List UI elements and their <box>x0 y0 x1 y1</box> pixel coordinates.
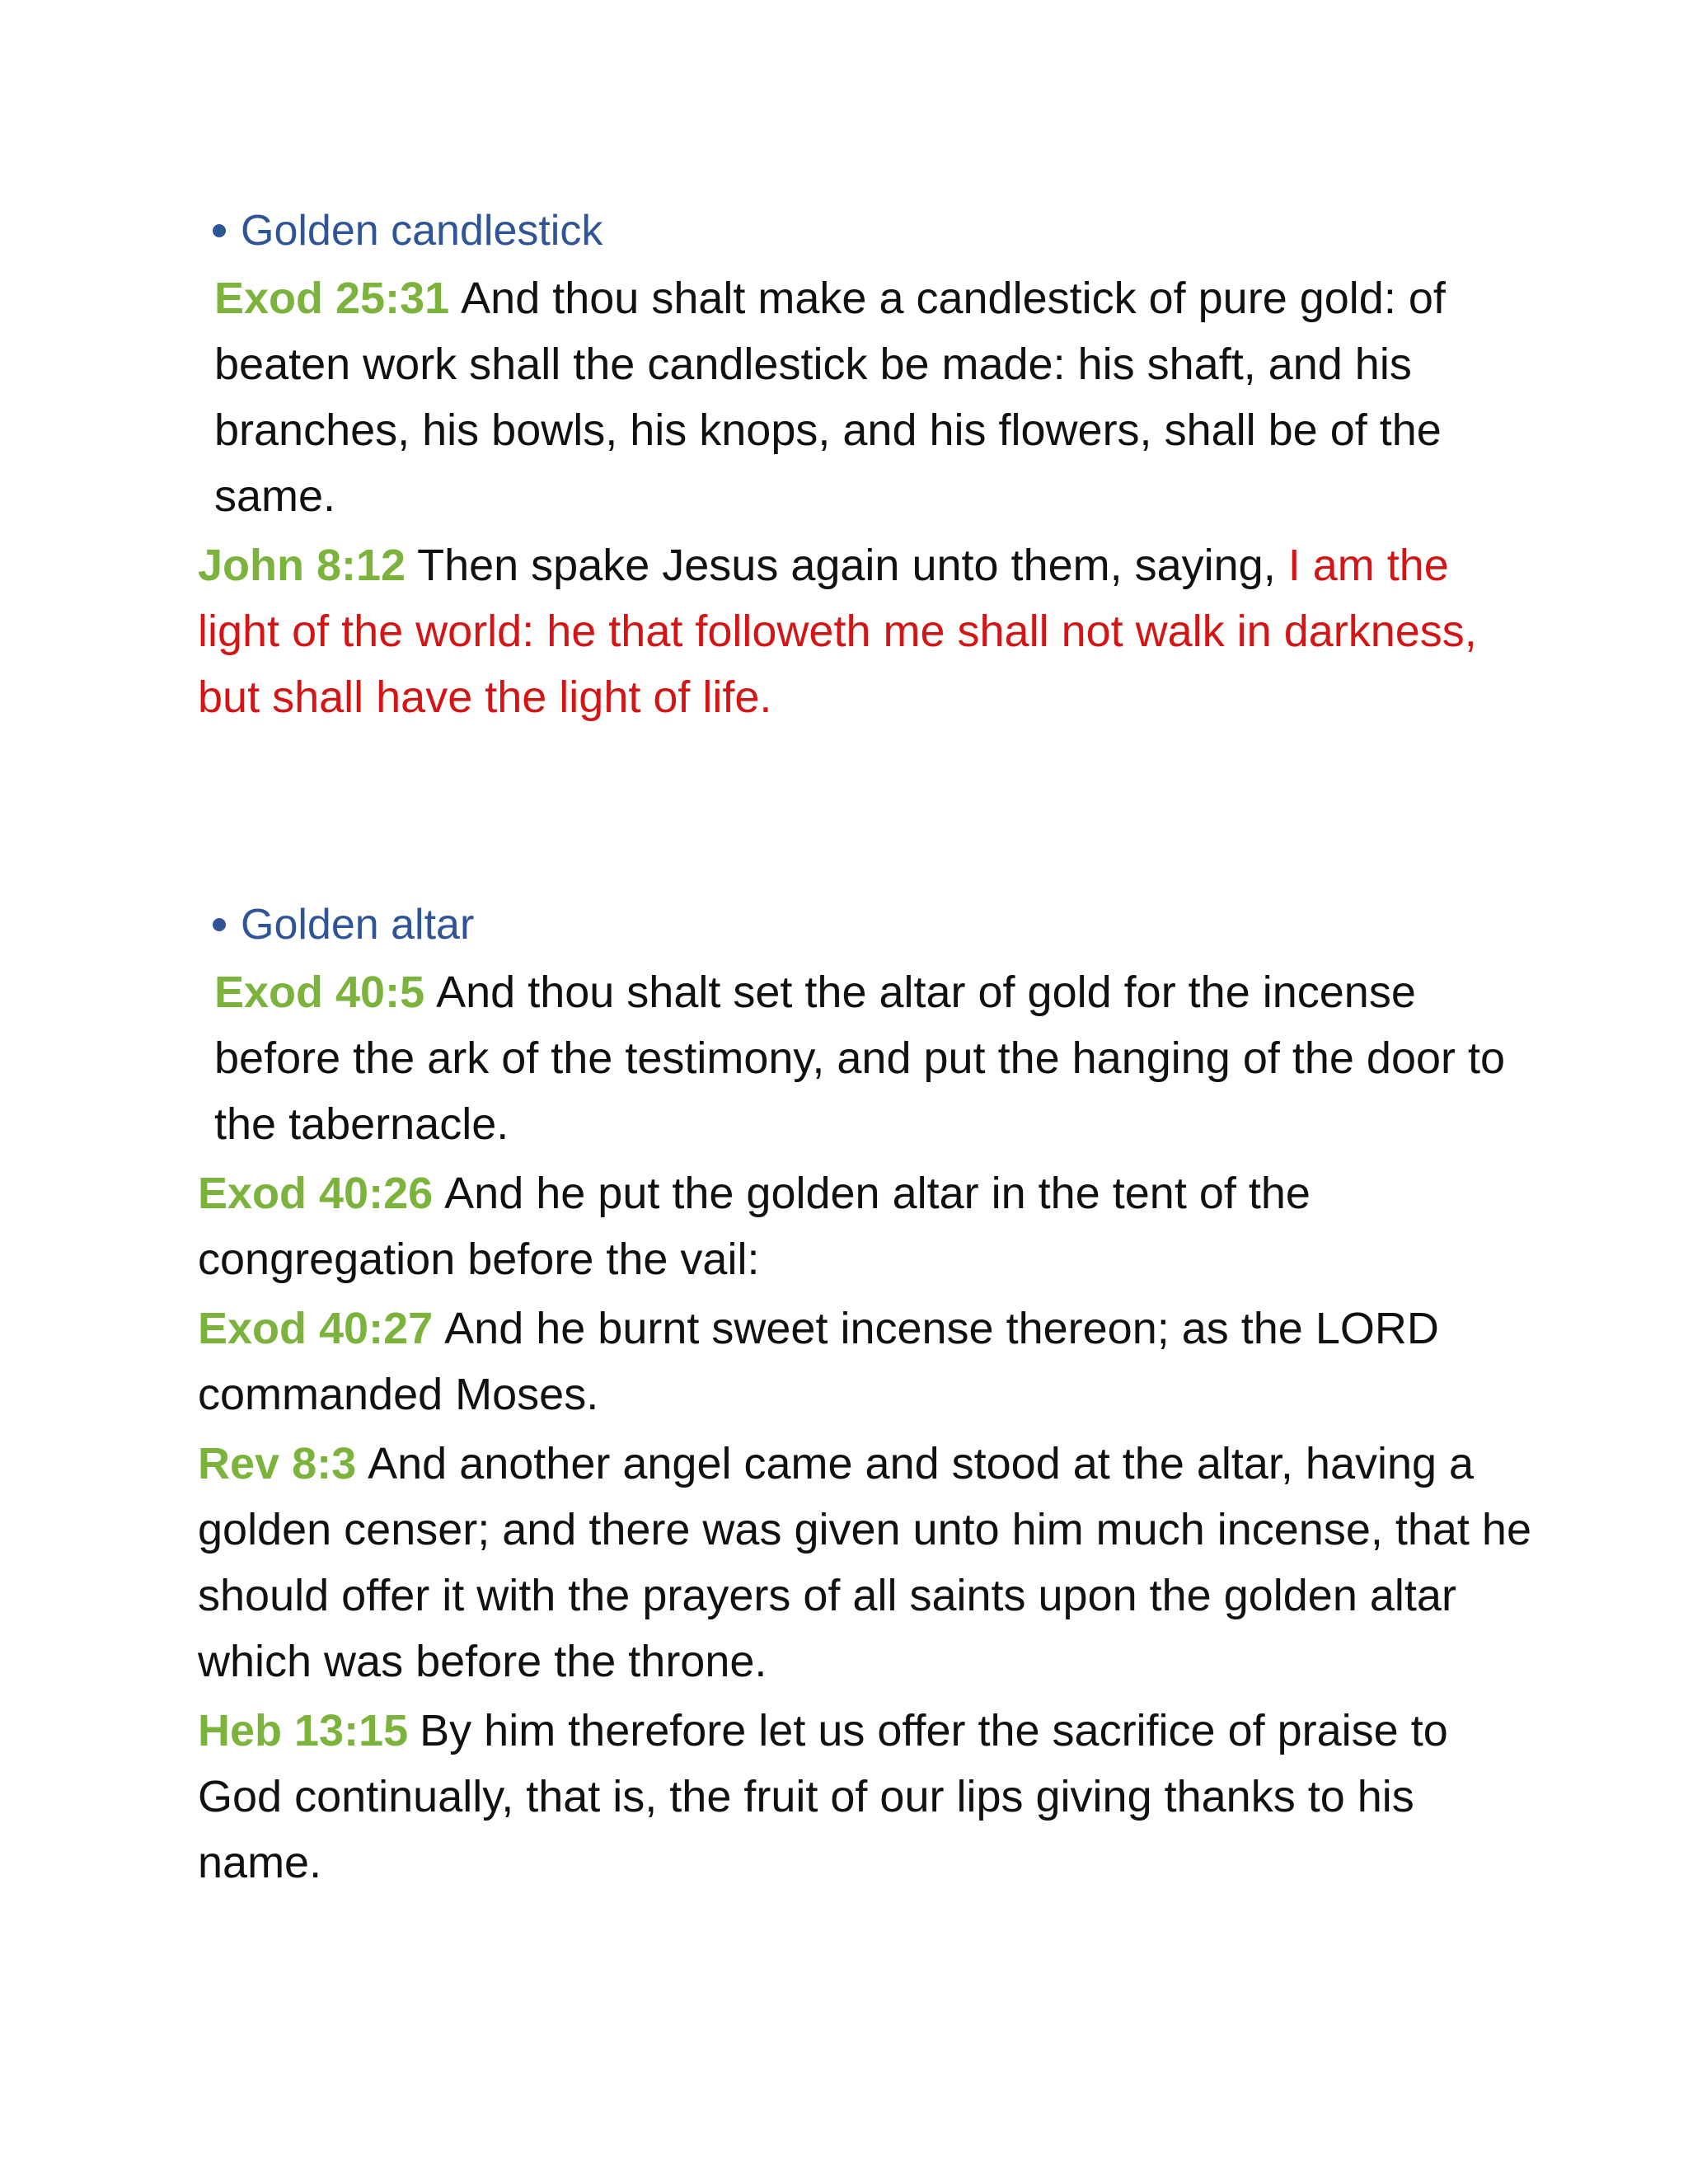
bullet-icon <box>213 918 226 931</box>
section-heading <box>213 890 1533 959</box>
section-heading <box>213 196 1533 265</box>
bullet-icon <box>213 224 226 237</box>
verse <box>198 1296 1533 1427</box>
section-golden-altar <box>198 890 1533 1899</box>
verse-text: And he put the golden altar in the tent of the congregation before the vail: <box>198 1169 1311 1284</box>
heading-text: Golden altar <box>241 901 475 949</box>
verse <box>214 959 1533 1157</box>
verse-reference: Heb 13:15 <box>198 1706 409 1755</box>
section-golden-candlestick <box>198 196 1533 733</box>
verse <box>198 1698 1533 1896</box>
verse-text: And thou shalt make a candlestick of pure gold: of beaten work shall the candlestick be made: his shaft, and his branches, his bowls, his knops, and his flowers, shall be of the same. <box>214 274 1446 521</box>
verse <box>214 265 1533 529</box>
verse <box>198 1160 1533 1292</box>
verse-text: By him therefore let us offer the sacrifice of praise to God continually, that is, the fruit of our lips giving thanks to his name. <box>198 1706 1448 1887</box>
verse-reference: Exod 40:27 <box>198 1304 434 1353</box>
words-of-jesus-text: I am the light of the world: he that followeth me shall not walk in darkness, but shall have the light of life. <box>198 541 1477 722</box>
verse-text: And he burnt sweet incense thereon; as the LORD commanded Moses. <box>198 1304 1439 1419</box>
verse <box>198 1431 1533 1694</box>
verse-text: And another angel came and stood at the altar, having a golden censer; and there was given unto him much incense, that he should offer it with the prayers of all saints upon the golden altar which was before the throne. <box>198 1439 1531 1686</box>
verse-reference: Rev 8:3 <box>198 1439 357 1488</box>
verse-text: Then spake Jesus again unto them, saying, <box>417 541 1276 590</box>
verse <box>198 532 1533 730</box>
verse-reference: Exod 40:5 <box>214 968 425 1017</box>
verse-reference: John 8:12 <box>198 541 406 590</box>
verse-reference: Exod 40:26 <box>198 1169 434 1218</box>
heading-text: Golden candlestick <box>241 207 603 255</box>
verse-reference: Exod 25:31 <box>214 274 450 323</box>
verse-text: And thou shalt set the altar of gold for the incense before the ark of the testimony, and put the hanging of the door to the tabernacle. <box>214 968 1506 1149</box>
